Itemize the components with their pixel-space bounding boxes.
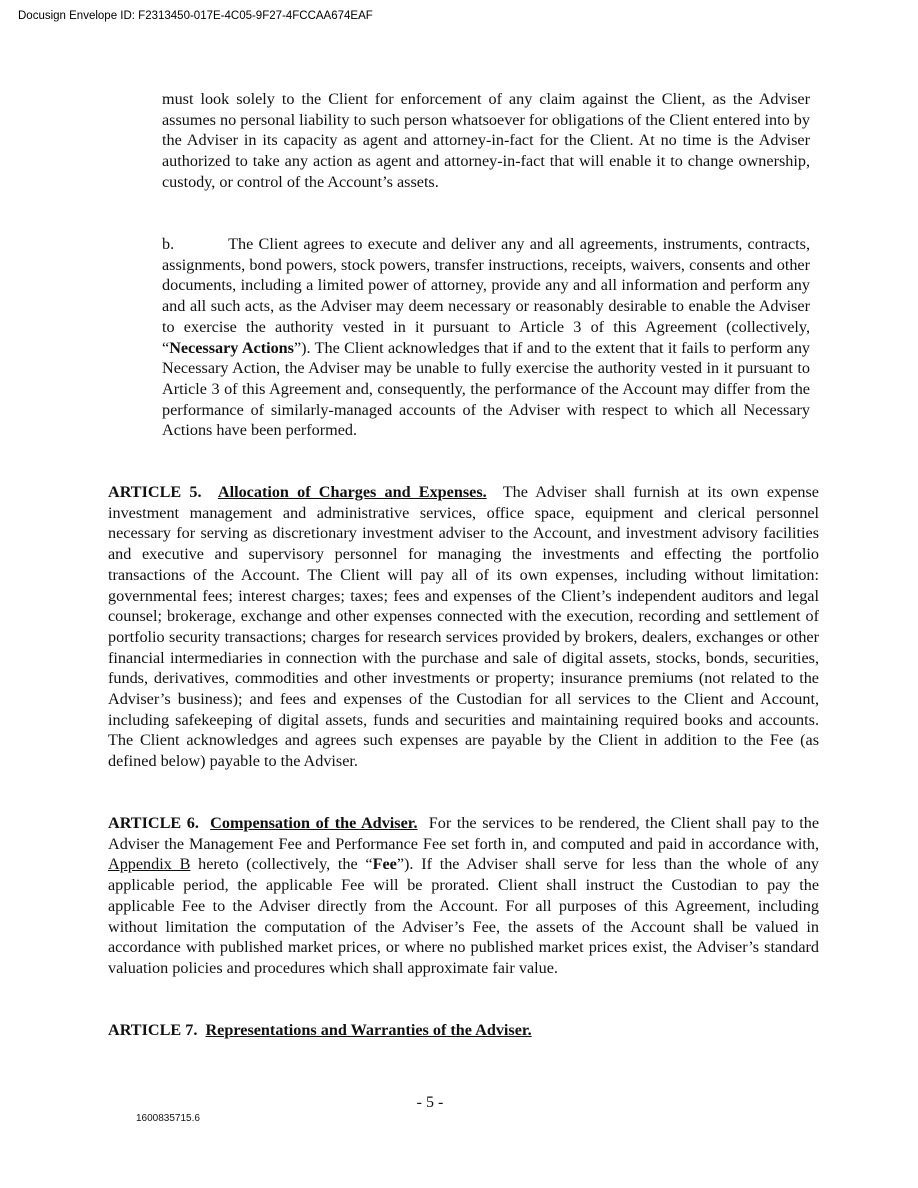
document-id: 1600835715.6 bbox=[136, 1113, 200, 1124]
appendix-b-link: Appendix B bbox=[108, 855, 191, 874]
page-number: - 5 - bbox=[416, 1094, 444, 1111]
article-6-heading: Compensation of the Adviser. bbox=[210, 814, 418, 832]
section-b-label: b. bbox=[162, 235, 175, 253]
fee-term: Fee bbox=[372, 855, 397, 874]
article-6-text-1: For the services to be rendered, the Client shall pay to the Adviser the Management Fee and Performance Fee set forth in, and computed and paid in accordance with, bbox=[108, 814, 819, 853]
section-b bbox=[162, 234, 810, 441]
article-6-label: ARTICLE 6. bbox=[108, 814, 199, 832]
article-6 bbox=[108, 813, 819, 979]
section-a-text: must look solely to the Client for enforcement of any claim against the Client, as the Adviser assumes no personal liability to such person whatsoever for obligations of the Client entered into by the Adviser in its capacity as agent and attorney-in-fact for the Client. At no time is the Adviser authorized to take any action as agent and attorney-in-fact that will enable it to change ownership, custody, or control of the Account’s assets. bbox=[162, 90, 810, 191]
article-7 bbox=[108, 1020, 819, 1041]
section-b-text-2: ”). The Client acknowledges that if and to the extent that it fails to perform any Necessary Action, the Adviser may be unable to fully exercise the authority vested in it pursuant to Article 3 of this Agreement and, consequently, the performance of the Account may differ from the performance of similarly-managed accounts of the Adviser with respect to which all Necessary Actions have been performed. bbox=[162, 338, 811, 440]
envelope-id: Docusign Envelope ID: F2313450-017E-4C05-9F27-4FCCAA674EAF bbox=[18, 10, 373, 22]
section-a-continuation bbox=[162, 89, 810, 193]
article-5-text: The Adviser shall furnish at its own expense investment management and administrative services, office space, equipment and clerical personnel necessary for serving as discretionary investment adviser to the Account, and investment advisory facilities and executive and supervisory personnel for managing the investments and effecting the portfolio transactions of the Account. The Client will pay all of its own expenses, including without limitation: governmental fees; interest charges; taxes; fees and expenses of the Client’s independent auditors and legal counsel; brokerage, exchange and other expenses connected with the execution, recording and settlement of portfolio security transactions; charges for research services provided by brokers, dealers, exchanges or other financial intermediaries in connection with the purchase and sale of digital assets, stocks, bonds, securities, funds, derivatives, commodities and other investments or property; insurance premiums (not related to the Adviser’s business); and fees and expenses of the Custodian for all services to the Client and Account, including safekeeping of digital assets, funds and securities and maintaining required books and accounts. The Client acknowledges and agrees such expenses are payable by the Client in addition to the Fee (as defined below) payable to the Adviser. bbox=[108, 483, 819, 771]
article-5-label: ARTICLE 5. bbox=[108, 483, 202, 501]
article-5 bbox=[108, 482, 819, 772]
article-6-text-2: hereto (collectively, the “ bbox=[198, 855, 373, 874]
article-7-heading: Representations and Warranties of the Adviser. bbox=[205, 1021, 532, 1039]
article-5-heading: Allocation of Charges and Expenses. bbox=[217, 483, 487, 501]
section-b-text-1: The Client agrees to execute and deliver any and all agreements, instruments, contracts, assignments, bond powers, stock powers, transfer instructions, receipts, waivers, consents and other documents, including a limited power of attorney, provide any and all information and perform any and all such acts, as the Adviser may deem necessary or reasonably desirable to enable the Adviser to exercise the authority vested in it pursuant to Article 3 of this Agreement (collectively, “ bbox=[162, 235, 810, 357]
necessary-actions-term: Necessary Actions bbox=[169, 338, 294, 357]
article-7-label: ARTICLE 7. bbox=[108, 1021, 198, 1039]
article-6-text-3: ”). If the Adviser shall serve for less than the whole of any applicable period, the applicable Fee will be prorated. Client shall instruct the Custodian to pay the applicable Fee to the Adviser directly from the Account. For all purposes of this Agreement, including without limitation the computation of the Adviser’s Fee, the assets of the Account shall be valued in accordance with published market prices, or where no published market prices exist, the Adviser’s standard valuation policies and procedures which shall approximate fair value. bbox=[108, 855, 820, 977]
